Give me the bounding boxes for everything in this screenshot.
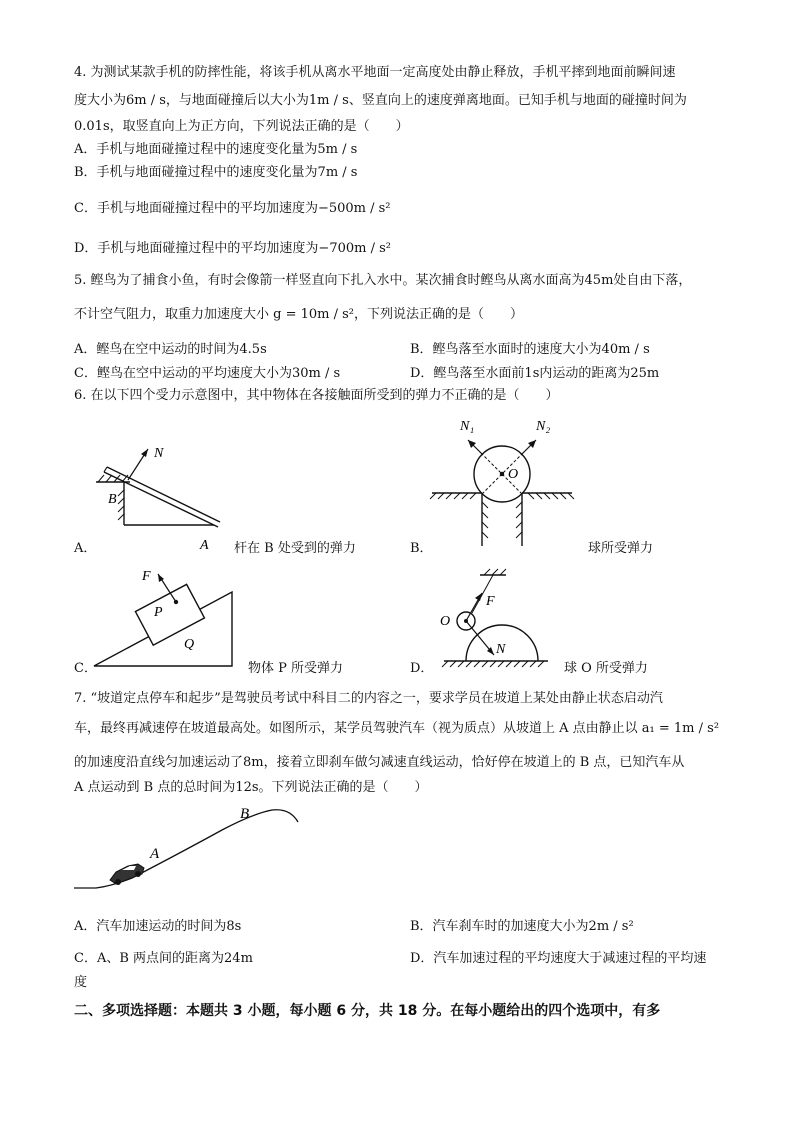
q7-stem-line1: 7. “坡道定点停车和起步”是驾驶员考试中科目二的内容之一，要求学员在坡道上某处由静止状态启动汽 xyxy=(74,691,663,706)
q5-option-c: C．鲣鸟在空中运动的平均速度大小为30m / s xyxy=(74,366,341,381)
q4-stem-line1: 4. 为测试某款手机的防摔性能，将该手机从离水平地面一定高度处由静止释放，手机平摔到地面前瞬间速 xyxy=(74,65,676,80)
q7-slope-figure xyxy=(72,800,312,896)
q7-label-a: A xyxy=(150,846,160,862)
q7-label-b: B xyxy=(240,806,250,822)
q6a-label-n: N xyxy=(154,446,164,461)
q6a-caption: 杆在 B 处受到的弹力 xyxy=(234,541,356,556)
q6b-label-o: O xyxy=(508,467,519,482)
q5-stem-line1: 5. 鲣鸟为了捕食小鱼，有时会像箭一样竖直向下扎入水中。某次捕食时鲣鸟从离水面高为45m处自由下落， xyxy=(74,273,692,288)
q4-option-b: B．手机与地面碰撞过程中的速度变化量为7m / s xyxy=(74,165,358,180)
q5-option-d: D．鲣鸟落至水面前1s内运动的距离为25m xyxy=(410,366,660,381)
q6c-letter: C． xyxy=(74,661,97,676)
q7-option-c: C．A、B 两点间的距离为24m xyxy=(74,951,253,966)
q6a-label-b: B xyxy=(108,492,117,507)
q6a-label-a: A xyxy=(200,538,209,553)
q6-figure-a xyxy=(90,435,250,555)
q4-option-c: C．手机与地面碰撞过程中的平均加速度为−500m / s² xyxy=(74,201,391,216)
q6b-letter: B． xyxy=(410,541,433,556)
q7-option-b: B．汽车刹车时的加速度大小为2m / s² xyxy=(410,919,634,934)
q6c-caption: 物体 P 所受弹力 xyxy=(248,661,344,676)
q6d-label-f: F xyxy=(486,594,495,609)
q6d-label-o: O xyxy=(440,614,451,629)
q6d-caption: 球 O 所受弹力 xyxy=(564,661,648,676)
q4-option-d: D．手机与地面碰撞过程中的平均加速度为−700m / s² xyxy=(74,241,391,256)
section-2-heading: 二、多项选择题：本题共 3 小题，每小题 6 分，共 18 分。在每小题给出的四个选项中，有多 xyxy=(74,1003,661,1019)
q6b-label-n1: N₁ xyxy=(460,419,475,434)
q6c-label-p: P xyxy=(154,605,163,620)
q6a-letter: A． xyxy=(74,541,97,556)
q6c-label-f: F xyxy=(142,569,151,584)
q6d-letter: D． xyxy=(410,661,434,676)
q6b-caption: 球所受弹力 xyxy=(588,541,654,556)
q5-option-a: A．鲣鸟在空中运动的时间为4.5s xyxy=(74,342,267,357)
q6d-label-n: N xyxy=(496,642,506,657)
q7-stem-line3: 的加速度沿直线匀加速运动了8m，接着立即刹车做匀减速直线运动，恰好停在坡道上的 B 点，已知汽车从 xyxy=(74,755,685,770)
q6-figure-d xyxy=(436,565,556,670)
q6c-label-q: Q xyxy=(184,637,195,652)
q6-stem: 6. 在以下四个受力示意图中，其中物体在各接触面所受到的弹力不正确的是（ ） xyxy=(74,388,559,403)
q6-figure-b xyxy=(428,410,578,550)
q4-option-a: A．手机与地面碰撞过程中的速度变化量为5m / s xyxy=(74,142,358,157)
q7-option-d-cont: 度 xyxy=(74,975,88,990)
q6-figure-c xyxy=(86,562,246,672)
q6b-label-n2: N₂ xyxy=(536,419,551,434)
q7-option-a: A．汽车加速运动的时间为8s xyxy=(74,919,242,934)
car-icon xyxy=(110,864,144,885)
q5-option-b: B．鲣鸟落至水面时的速度大小为40m / s xyxy=(410,342,650,357)
q4-stem-line3: 0.01s，取竖直向上为正方向，下列说法正确的是（ ） xyxy=(74,119,409,134)
q4-stem-line2: 度大小为6m / s，与地面碰撞后以大小为1m / s、竖直向上的速度弹离地面。已知手机与地面的碰撞时间为 xyxy=(74,93,687,108)
q7-stem-line2: 车，最终再减速停在坡道最高处。如图所示，某学员驾驶汽车（视为质点）从坡道上 A 点由静止以 a₁ = 1m / s² xyxy=(74,721,720,736)
q7-stem-line4: A 点运动到 B 点的总时间为12s。下列说法正确的是（ ） xyxy=(74,780,428,795)
q5-stem-line2: 不计空气阻力，取重力加速度大小 g = 10m / s²，下列说法正确的是（ ） xyxy=(74,307,524,322)
q7-option-d: D．汽车加速过程的平均速度大于减速过程的平均速 xyxy=(410,951,707,966)
